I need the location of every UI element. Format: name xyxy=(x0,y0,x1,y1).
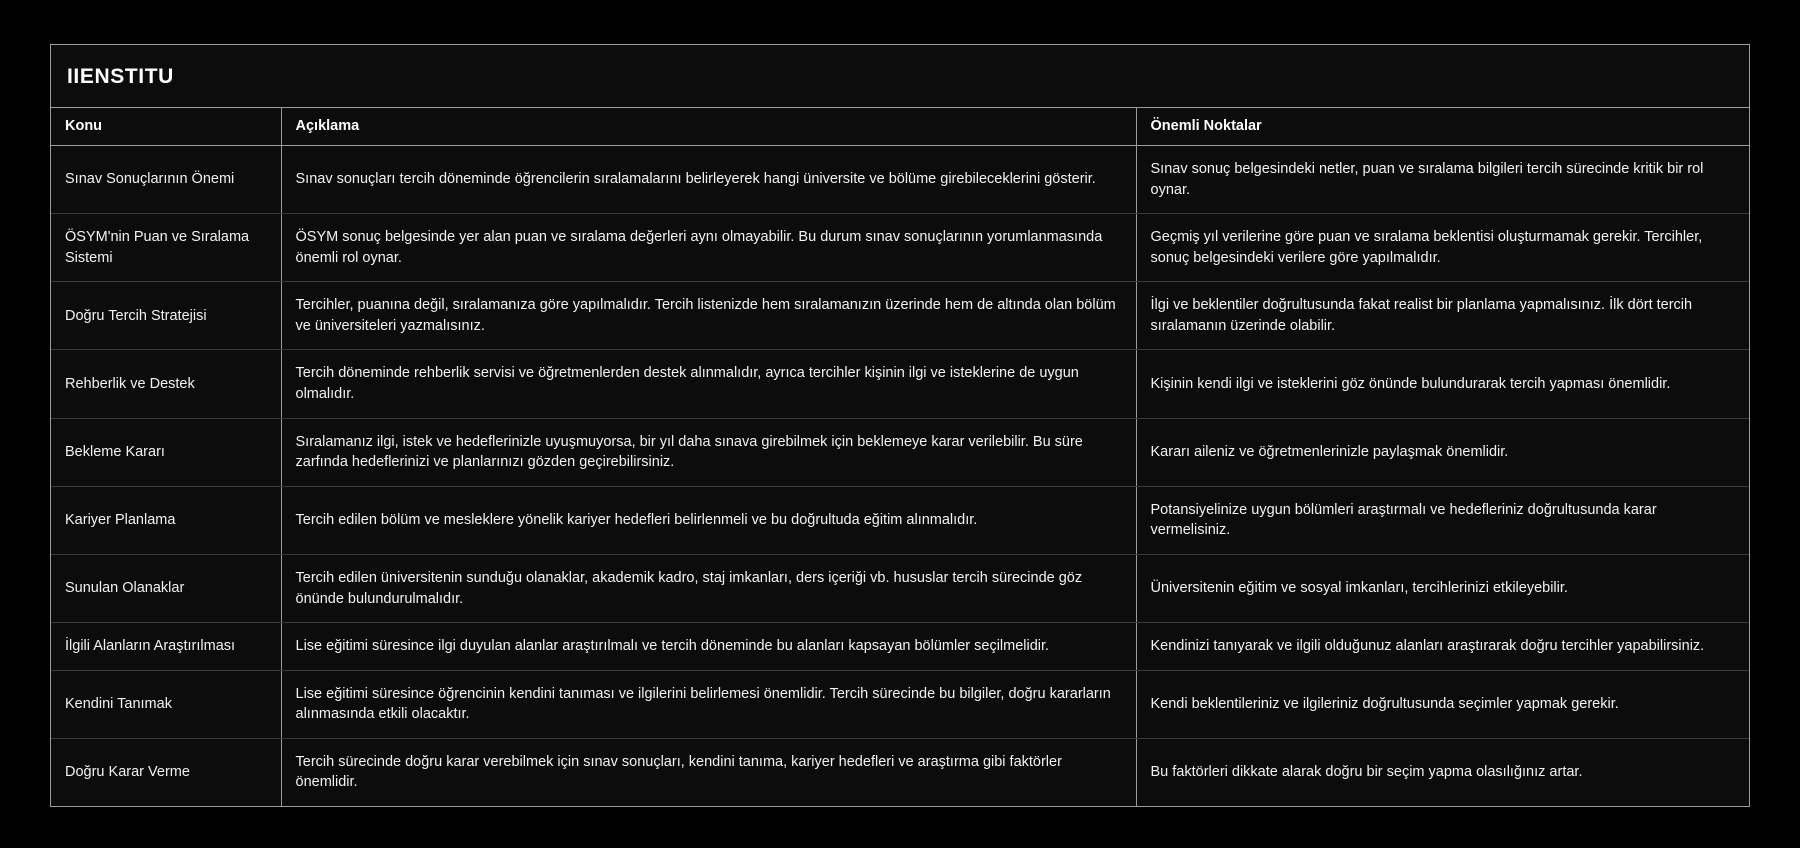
cell-notes: Sınav sonuç belgesindeki netler, puan ve sıralama bilgileri tercih sürecinde kritik bir rol oynar. xyxy=(1136,146,1749,214)
cell-description: Tercih döneminde rehberlik servisi ve öğretmenlerden destek alınmalıdır, ayrıca tercihler kişinin ilgi ve isteklerine de uygun olmalıdır. xyxy=(281,350,1136,418)
cell-description: Tercih edilen bölüm ve mesleklere yönelik kariyer hedefleri belirlenmeli ve bu doğrultuda eğitim alınmalıdır. xyxy=(281,486,1136,554)
cell-topic: Sınav Sonuçlarının Önemi xyxy=(51,146,281,214)
cell-notes: Geçmiş yıl verilerine göre puan ve sıralama beklentisi oluşturmamak gerekir. Tercihler, sonuç belgesindeki verilere göre yapılmalıdır. xyxy=(1136,214,1749,282)
column-header-notes: Önemli Noktalar xyxy=(1136,108,1749,146)
cell-topic: Bekleme Kararı xyxy=(51,418,281,486)
table-row xyxy=(51,418,1749,486)
table-row xyxy=(51,738,1749,806)
brand-header xyxy=(51,45,1749,108)
cell-topic: Doğru Karar Verme xyxy=(51,738,281,806)
cell-description: ÖSYM sonuç belgesinde yer alan puan ve sıralama değerleri aynı olmayabilir. Bu durum sınav sonuçlarının yorumlanmasında önemli rol oynar. xyxy=(281,214,1136,282)
cell-notes: Üniversitenin eğitim ve sosyal imkanları, tercihlerinizi etkileyebilir. xyxy=(1136,554,1749,622)
cell-description: Lise eğitimi süresince ilgi duyulan alanlar araştırılmalı ve tercih döneminde bu alanları kapsayan bölümler seçilmelidir. xyxy=(281,623,1136,671)
table-header-row xyxy=(51,108,1749,146)
cell-topic: İlgili Alanların Araştırılması xyxy=(51,623,281,671)
document-card xyxy=(50,44,1750,807)
cell-topic: Kendini Tanımak xyxy=(51,670,281,738)
cell-notes: Kendinizi tanıyarak ve ilgili olduğunuz alanları araştırarak doğru tercihler yapabilirsiniz. xyxy=(1136,623,1749,671)
cell-description: Sınav sonuçları tercih döneminde öğrencilerin sıralamalarını belirleyerek hangi üniversite ve bölüme girebileceklerini gösterir. xyxy=(281,146,1136,214)
table-row xyxy=(51,146,1749,214)
cell-topic: ÖSYM'nin Puan ve Sıralama Sistemi xyxy=(51,214,281,282)
cell-description: Lise eğitimi süresince öğrencinin kendini tanıması ve ilgilerini belirlemesi önemlidir. Tercih sürecinde bu bilgiler, doğru kararların alınmasında etkili olacaktır. xyxy=(281,670,1136,738)
column-header-topic: Konu xyxy=(51,108,281,146)
cell-notes: İlgi ve beklentiler doğrultusunda fakat realist bir planlama yapmalısınız. İlk dört tercih sıralamanın üzerinde olabilir. xyxy=(1136,282,1749,350)
table-row xyxy=(51,350,1749,418)
cell-topic: Doğru Tercih Stratejisi xyxy=(51,282,281,350)
table-row xyxy=(51,554,1749,622)
cell-notes: Kişinin kendi ilgi ve isteklerini göz önünde bulundurarak tercih yapması önemlidir. xyxy=(1136,350,1749,418)
cell-topic: Rehberlik ve Destek xyxy=(51,350,281,418)
cell-notes: Bu faktörleri dikkate alarak doğru bir seçim yapma olasılığınız artar. xyxy=(1150,764,1583,781)
cell-notes: Kendi beklentileriniz ve ilgileriniz doğrultusunda seçimler yapmak gerekir. xyxy=(1136,670,1749,738)
column-header-description: Açıklama xyxy=(281,108,1136,146)
table-row xyxy=(51,623,1749,671)
table-header xyxy=(51,108,1749,146)
cell-description: Tercih sürecinde doğru karar verebilmek için sınav sonuçları, kendini tanıma, kariyer hedefleri ve araştırma gibi faktörler önemlidir. xyxy=(281,738,1136,806)
table-row xyxy=(51,670,1749,738)
cell-description: Tercihler, puanına değil, sıralamanıza göre yapılmalıdır. Tercih listenizde hem sıralamanızın üzerinde hem de altında olan bölüm ve üniversiteleri yazmalısınız. xyxy=(281,282,1136,350)
cell-notes: Kararı aileniz ve öğretmenlerinizle paylaşmak önemlidir. xyxy=(1136,418,1749,486)
cell-topic: Sunulan Olanaklar xyxy=(51,554,281,622)
cell-notes: Potansiyelinize uygun bölümleri araştırmalı ve hedefleriniz doğrultusunda karar vermelisiniz. xyxy=(1136,486,1749,554)
table-row xyxy=(51,282,1749,350)
table-row xyxy=(51,214,1749,282)
cell-description: Sıralamanız ilgi, istek ve hedeflerinizle uyuşmuyorsa, bir yıl daha sınava girebilmek için beklemeye karar verilebilir. Bu süre zarfında hedeflerinizi ve planlarınızı gözden geçirebilirsiniz. xyxy=(281,418,1136,486)
cell-topic: Kariyer Planlama xyxy=(51,486,281,554)
brand-title: IIENSTITU xyxy=(67,65,174,88)
table-body xyxy=(51,146,1749,806)
table-row xyxy=(51,486,1749,554)
cell-description: Tercih edilen üniversitenin sunduğu olanaklar, akademik kadro, staj imkanları, ders içeriği vb. hususlar tercih sürecinde göz önünde bulundurulmalıdır. xyxy=(281,554,1136,622)
info-table xyxy=(51,108,1749,806)
